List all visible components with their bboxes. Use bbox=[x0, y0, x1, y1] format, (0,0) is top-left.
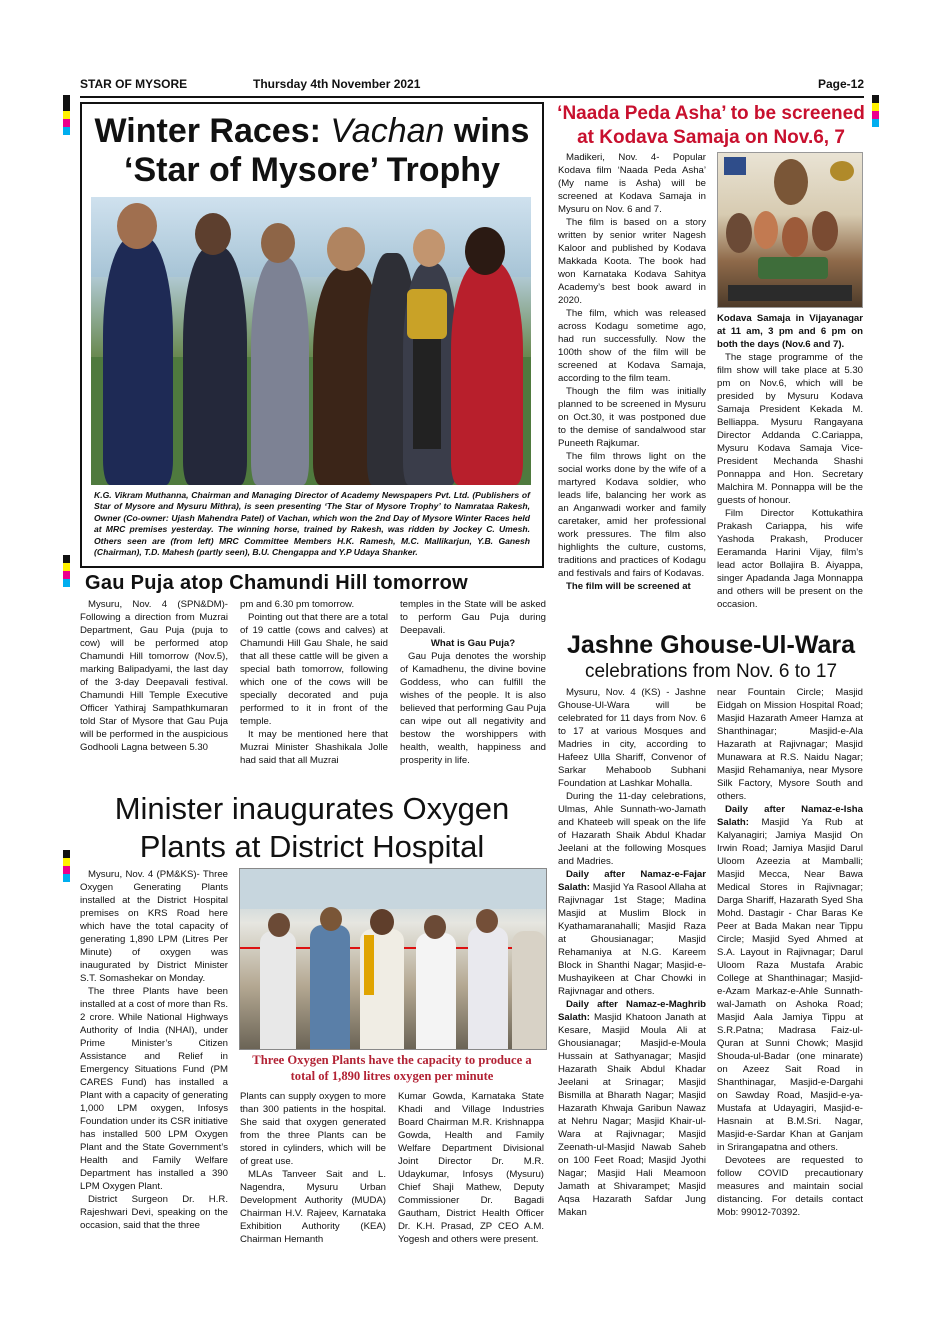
page-number: Page-12 bbox=[817, 77, 864, 91]
color-registration-bar-top bbox=[63, 95, 70, 135]
winter-races-headline: Winter Races: Vachan wins bbox=[94, 112, 530, 150]
color-registration-bar-right bbox=[872, 95, 879, 127]
page-header bbox=[80, 74, 864, 98]
gau-puja-headline: Gau Puja atop Chamundi Hill tomorrow bbox=[85, 572, 469, 594]
naada-peda-asha-headline: ‘Naada Peda Asha’ to be screened at Kodava Samaja on Nov.6, 7 bbox=[557, 103, 865, 148]
naada-peda-asha-column-1: Madikeri, Nov. 4- Popular Kodava film ‘Naada Peda Asha’ (My name is Asha) will be screened at Kodava Samaja in Mysuru on Nov. 6 and 7. The film is based on a story written by senior writer Nagesh Kaloor and published by Kodava Makkada Koota. The book had won Karnataka Kodava Sahitya Academy’s best book award in 2020. The film, which was released across Kodagu sometime ago, had run successfully. Now the 100th show of the film will be screened at Kodava Samaja, according to the film team. Though the film was initially planned to be screened in Mysuru on Oct.30, it was postponed due to the demise of sandalwood star Puneeth Rajkumar. The film throws light on the social works done by the wife of a martyred Kodava soldier, who leads life, balancing her work as an Anganwadi worker and family caretaker, amid her professional work pressures. The film also highlights the culture, customs, traditions and practices of Kodagu and festivals and fairs of Kodavas. The film will be screened at bbox=[558, 152, 706, 592]
gau-puja-subhead: What is Gau Puja? bbox=[430, 638, 516, 649]
jashne-ghouse-headline: Jashne Ghouse-Ul-Wara celebrations from Nov. 6 to 17 bbox=[566, 631, 856, 682]
oxygen-photo-caption: Three Oxygen Plants have the capacity to produce a total of 1,890 litres oxygen per minute bbox=[252, 1053, 532, 1083]
trophy-presentation-photo bbox=[91, 197, 531, 485]
oxygen-plants-column-1: Mysuru, Nov. 4 (PM&KS)- Three Oxygen Generating Plants installed at the District Hospital premises on KRS Road here which have the total capacity of generating 1,890 LPM (Litres Per Minute) of oxygen was inaugurated by District Minister S.T. Somashekar on Monday. The three Plants have been installed at a cost of more than Rs. 2 crore. While National Highways Authority of India (NHAI), under Prime Minister’s Citizen Assistance and Relief in Emergency Situations Fund (PM CARES Fund) has installed a Plant with a capacity of generating 1,000 LPM oxygen, Infosys Foundation under its CSR initiative has installed 500 LPM Oxygen Plant and the State Government’s Health and Family Welfare Department has installed a 390 LPM Oxygen Plant. District Surgeon Dr. H.R. Rajeshwari Devi, speaking on the occasion, said that the three bbox=[80, 869, 228, 1231]
newspaper-name: STAR OF MYSORE bbox=[80, 77, 188, 91]
oxygen-plants-headline: Minister inaugurates Oxygen Plants at District Hospital bbox=[114, 791, 510, 864]
gau-puja-column-2: pm and 6.30 pm tomorrow. Pointing out that there are a total of 19 cattle (cows and calves) at Chamundi Hill Gau Shale, he said that all these cattle will be given a special bath tomorrow, following which one of the cows will be specially decorated and puja performed to it in front of the temple. It may be mentioned here that Muzrai Minister Shashikala Jolle had said that all Muzrai bbox=[240, 599, 388, 766]
jashne-ghouse-column-2: near Fountain Circle; Masjid Eidgah on Mission Hospital Road; Masjid Hazarath Ameer Hamza at Shanthinagar; Masjid-e-Ala Hazarath at Rajivnagar; Masjid Munawara at R.S. Naidu Nagar; Masjid Rehamaniya, near Mysore Silk Factory, Mysore South and others. Daily after Namaz-e-Isha Salath: Masjid Ya Rub at Kalyanagiri; Jamiya Masjid On Irwin Road; Jamiya Masjid Darul Uloom Azeezia at Mamballi; Masjid Mecca, Near Bawa Medical Stores in Rajivnagar; Darga Shariff, Hazarath Syed Sha Mohd. Dastagir - Char Baras Ke Peer at Bada Makan near Tippu Circle; Masjid Syed Ahmed at S.A. Layout in Rajivnagar; Darul Uloom Raza Mustafa Arabic College at Shanthinagar; Masjid-e-Azam Markaz-e-Ahle Sunnath-wal-Jamath on Ashoka Road; Masjid Aala Jamiya Tippu at S.R.Patna; Madrasa Faiz-ul-Quran at Sunni Chowk; Masjid Shouda-ul-Badar (one minarate) on Azeez Sait Road in Shanthinagar, Masjid-e-Dargahi on Sawday Road, Masjid-e-ya-Mustafa at Udayagiri, Masjid-e-Hasnain at B.M.Sri. Nagar, Masjid-e-Sardar Khan at Ganjam in Srirangapatna and others. Devotees are requested to follow COVID precautionary measures and maintain social distancing. For details contact Mob: 99012-70392. bbox=[717, 687, 864, 1218]
winter-races-headline-line2: ‘Star of Mysore’ Trophy bbox=[124, 151, 500, 189]
jashne-ghouse-column-1: Mysuru, Nov. 4 (KS) - Jashne Ghouse-Ul-Wara will be celebrated for 11 days from Nov. 6 to 17 at various Mosques and Madries in city, according to Hafeez Ulla Shariff, Convenor of Sarkar Mehaboob Subhani Foundation at Lashkar Mohalla. During the 11-day celebrations, Ulmas, Ahle Sunnath-wo-Jamath and Khateeb will speak on the life of Hazarath Shaik Abdul Khadar Jeelani at the following Mosques and Madries. Daily after Namaz-e-Fajar Salath: Masjid Ya Rasool Allaha at Rajivnagar 1st Stage; Madina Masjid at Muslim Block in Kyathamaranahalli; Masjid Raza at Ghousianagar; Masjid Rehamaniya at N.G. Kareem Block in Shanthi Nagar; Masjid-e-Mushayikeen at Char Chowki in Rajivnagar and others. Daily after Namaz-e-Maghrib Salath: Masjid Khatoon Janath at Kesare, Masjid Moula Ali at Ghousianagar; Masjid-e-Moula Hussain at Sathyanagar; Masjid Hazarath Shaik Abdul Khadar Jeelani at Srinagar; Masjid Bismilla at Bharath Nagar; Masjid Hazarath Khwaja Garibun Nawaz at Nehru Nagar; Masjid Khair-ul-Wara at Rajivnagar; Masjid Zeenath-ul-Masjid Nawab Saheb on 100 Feet Road; Masjid Jyothi Nagar; Masjid Hali Meamoon Jamath at Shivarampet; Masjid Aqsa Hazarath Safdar Jung Makan bbox=[558, 687, 706, 1218]
color-registration-bar-lower bbox=[63, 850, 70, 882]
gau-puja-column-3: temples in the State will be asked to perform Gau Puja during Deepavali. What is Gau Puja? Gau Puja denotes the worship of Kamadhenu, the divine bovine Goddess, who can fulfill the wishes of the people. It is also believed that performing Gau Puja can wipe out all negativity and bestow the worshippers with health, wealth, happiness and prosperity in life. bbox=[400, 599, 546, 766]
winter-races-box bbox=[80, 102, 544, 568]
trophy-photo-caption: K.G. Vikram Muthanna, Chairman and Managing Director of Academy Newspapers Pvt. Ltd. (Publishers of Star of Mysore and Mysuru Mithra), is seen presenting ‘The Star of Mysore Trophy’ to Namrataa Rakesh, Owner (Co-owner: Ujash Mahendra Patel) of Vachan, which won the 2nd Day of Mysore Winter Races held at MRC premises yesterday. The winning horse, trained by Rakesh, was ridden by Jockey C. Umesh. Others seen are (from left) MRC Committee Members H.K. Ramesh, M.C. Mallikarjun, Y.B. Ganesh (Chairman), T.D. Mahesh (partly seen), B.U. Chengappa and Y.P Udaya Shanker. bbox=[94, 490, 530, 558]
oxygen-plants-column-3: Kumar Gowda, Karnataka State Khadi and Village Industries Board Chairman M.R. Krishnappa Gowda, Health and Family Welfare Department Divisional Joint Director Dr. M.R. Udaykumar, Infosys (Mysuru) Chief Shaji Mathew, Deputy Commissioner Dr. Bagadi Gautham, District Health Officer Dr. K.H. Prasad, ZP CEO A.M. Yogesh and others were present. bbox=[398, 1091, 544, 1245]
naada-peda-asha-column-2: Kodava Samaja in Vijayanagar at 11 am, 3 pm and 6 pm on both the days (Nov.6 and 7). The stage programme of the film show will take place at 5.30 pm on Nov.6, which will be presided by Mysuru Kodava Samaja President Kekada M. Belliappa. Mysuru Rangayana Director Addanda C.Cariappa, Mysuru Kodava Samaja Vice-President Mechanda Shashi Ponnappa and Hon. Secretary Malchira M. Ponnappa will be the guests of honour. Film Director Kottukathira Prakash Cariappa, his wife Yashoda Prakash, Producer Eeramanda Harini Vijay, film’s lead actor Bollajira B. Aiyappa, singer Apadanda Jaga Monnappa and others will be present on the occasion. bbox=[717, 313, 863, 610]
color-registration-bar-mid bbox=[63, 555, 70, 587]
gau-puja-column-1: Mysuru, Nov. 4 (SPN&DM)- Following a direction from Muzrai Department, Gau Puja (puja to cow) will be performed atop Chamundi Hill tomorrow (Nov.5), marking Balipadyami, the last day of the 3-day Deepavali festival. Chamundi Hill Temple Executive Officer Yathiraj Sampathkumaran told Star of Mysore that Gau Puja will be performed in the auspicious Godhooli Lagna between 5.30 bbox=[80, 599, 228, 753]
issue-date: Thursday 4th November 2021 bbox=[253, 77, 421, 91]
oxygen-plants-column-2: Plants can supply oxygen to more than 300 patients in the hospital. She said that oxygen generated from the three Plants can be stored in cylinders, which will be of great use. MLAs Tanveer Sait and L. Nagendra, Mysuru Urban Development Authority (MUDA) Chairman H.V. Rajeev, Karnataka Exhibition Authority (KEA) Chairman Hemanth bbox=[240, 1091, 386, 1245]
film-poster bbox=[717, 152, 863, 308]
ribbon-cutting-photo bbox=[239, 868, 547, 1050]
